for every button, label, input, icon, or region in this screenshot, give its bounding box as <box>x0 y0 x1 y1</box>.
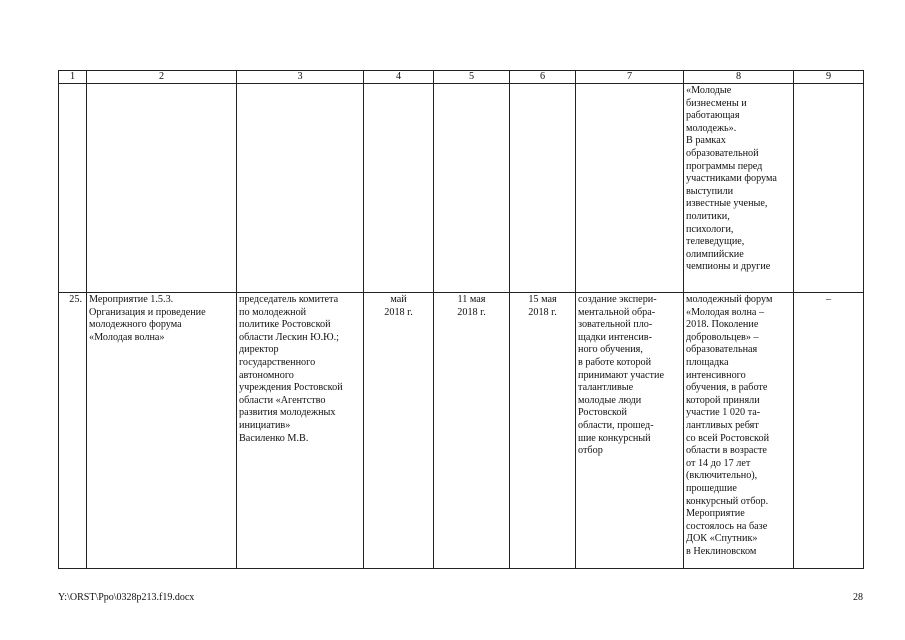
empty-cell <box>87 84 237 293</box>
document-table <box>58 70 864 569</box>
column-number-row <box>59 71 864 84</box>
column-number: 2 <box>87 71 237 84</box>
end-date-cell: 15 мая 2018 г. <box>510 293 576 569</box>
page-number: 28 <box>853 592 863 603</box>
actual-result-cell: молодежный форум «Молодая волна – 2018. Поколение добровольцев» – образовательная площадка интенсивного обучения, в работе которой приняли участие 1 020 та- лантливых ребят со всей Ростовской области в возрасте от 14 до 17 лет (включительно), прошедшие конкурсный отбор. Мероприятие состоялось на базе ДОК «Спутник» в Неклиновском <box>684 293 794 569</box>
event-cell: Мероприятие 1.5.3. Организация и проведение молодежного форума «Молодая волна» <box>87 293 237 569</box>
empty-cell <box>576 84 684 293</box>
column-number: 6 <box>510 71 576 84</box>
column-number: 4 <box>364 71 434 84</box>
row-number-cell: 25. <box>59 293 87 569</box>
column-number: 5 <box>434 71 510 84</box>
empty-cell <box>434 84 510 293</box>
table-row <box>59 293 864 569</box>
empty-cell <box>364 84 434 293</box>
column-number: 9 <box>794 71 864 84</box>
empty-cell <box>237 84 364 293</box>
responsible-cell: председатель комитета по молодежной политике Ростовской области Лескин Ю.Ю.; директор государственного автономного учреждения Ростовской области «Агентство развития молодежных инициатив» Василенко М.В. <box>237 293 364 569</box>
notes-cell: – <box>794 293 864 569</box>
empty-cell <box>510 84 576 293</box>
column-number: 8 <box>684 71 794 84</box>
empty-cell <box>794 84 864 293</box>
empty-cell <box>59 84 87 293</box>
expected-result-cell: создание экспери- ментальной обра- зовательной пло- щадки интенсив- ного обучения, в работе которой принимают участие талантливые молодые люди Ростовской области, прошед- шие конкурсный отбор <box>576 293 684 569</box>
column-number: 1 <box>59 71 87 84</box>
file-path-footer: Y:\ORST\Ppo\0328p213.f19.docx <box>58 592 195 603</box>
planned-date-cell: май 2018 г. <box>364 293 434 569</box>
start-date-cell: 11 мая 2018 г. <box>434 293 510 569</box>
column-number: 7 <box>576 71 684 84</box>
result-cell: «Молодые бизнесмены и работающая молодежь». В рамках образовательной программы перед участниками форума выступили известные ученые, политики, психологи, телеведущие, олимпийские чемпионы и другие <box>684 84 794 293</box>
column-number: 3 <box>237 71 364 84</box>
continuation-row <box>59 84 864 293</box>
